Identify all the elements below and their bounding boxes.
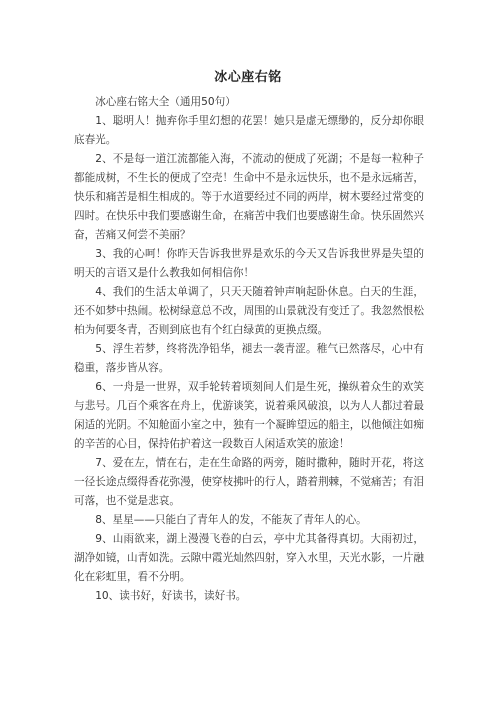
paragraph-intro: 冰心座右铭大全（通用50句） — [95, 96, 236, 108]
paragraph-quote-3: 3、我的心呵！你昨天告诉我世界是欢乐的今天又告诉我世界是失望的明天的言语又是什么教我如何相信你！ — [74, 248, 424, 279]
document-title: 冰心座右铭 — [214, 70, 282, 85]
paragraph-quote-2: 2、不是每一道江流都能入海，不流动的便成了死湖；不是每一粒种子都能成树，不生长的便成了空壳！生命中不是永远快乐，也不是永远痛苦，快乐和痛苦是相生相成的。等于水道要经过不同的两岸，树木要经过常变的四时。在快乐中我们要感谢生命，在痛苦中我们也要感谢生命。快乐固然兴奋，苦痛又何尝不美丽？ — [74, 153, 424, 241]
paragraph-quote-10: 10、读书好，好读书，读好书。 — [95, 590, 247, 602]
paragraph-quote-1: 1、聪明人！抛弃你手里幻想的花罢！她只是虚无缥缈的，反分却你眼底春光。 — [74, 115, 424, 146]
document-body — [74, 93, 424, 606]
paragraph-quote-7: 7、爱在左，情在右，走在生命路的两旁，随时撒种，随时开花，将这一径长途点缀得香花弥漫，使穿枝拂叶的行人，踏着荆棘，不觉痛苦；有泪可落，也不觉是悲哀。 — [74, 457, 424, 507]
paragraph-quote-8: 8、星星——只能白了青年人的发，不能灰了青年人的心。 — [95, 514, 367, 526]
paragraph-quote-9: 9、山雨欲来，湖上漫漫飞卷的白云，亭中尤其备得真切。大雨初过，湖净如镜，山青如洗。云隙中霞光灿然四射，穿入水里，天光水影，一片融化在彩虹里，看不分明。 — [74, 533, 424, 583]
paragraph-quote-5: 5、浮生若梦，终将洗净铅华，褪去一袭青涩。稚气已然落尽，心中有稳重，落步皆从容。 — [74, 343, 424, 374]
paragraph-quote-6: 6、一舟是一世界，双手轮转着顷刻间人们是生死，操纵着众生的欢笑与悲号。几百个乘客在舟上，优游谈笑，说着乘风破浪，以为人人都过着最闲适的光阴。不知舱面小室之中，独有一个凝眸望远的船主，以他倾注如痴的辛苦的心目，保持佑护着这一段数百人闲适欢笑的旅途！ — [74, 381, 424, 450]
paragraph-quote-4: 4、我们的生活太单调了，只天天随着钟声响起卧休息。白天的生涯，还不如梦中热闹。松树绿意总不改，周围的山景就没有变迁了。我忽然恨松柏为何要冬青，否则到底也有个红白绿黄的更换点缀。 — [74, 286, 424, 336]
